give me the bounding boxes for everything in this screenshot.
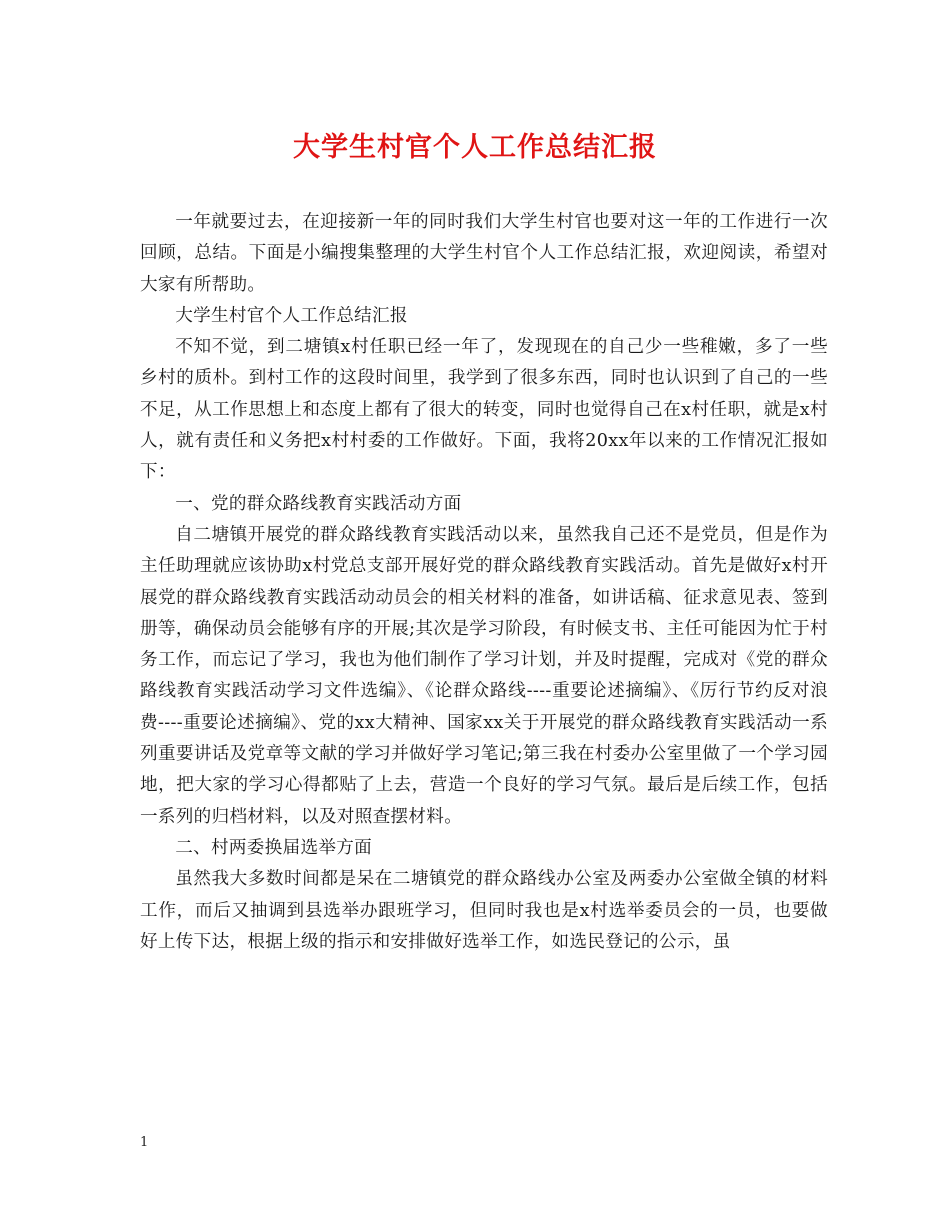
document-body	[140, 207, 828, 958]
section-heading-1: 一、党的群众路线教育实践活动方面	[175, 493, 462, 514]
paragraph-section-2: 虽然我大多数时间都是呆在二塘镇党的群众路线办公室及两委办公室做全镇的材料工作，而后又抽调到县选举办跟班学习，但同时我也是x村选举委员会的一员，也要做好上传下达，根据上级的指示和安排做好选举工作，如选民登记的公示，虽	[140, 869, 828, 952]
paragraph-subtitle: 大学生村官个人工作总结汇报	[175, 305, 408, 326]
page-number: 1	[140, 1135, 149, 1150]
paragraph-intro: 一年就要过去，在迎接新一年的同时我们大学生村官也要对这一年的工作进行一次回顾，总结。下面是小编搜集整理的大学生村官个人工作总结汇报，欢迎阅读，希望对大家有所帮助。	[140, 212, 828, 295]
document-title: 大学生村官个人工作总结汇报	[293, 132, 657, 163]
section-heading-2: 二、村两委换届选举方面	[175, 837, 373, 858]
paragraph-section-1: 自二塘镇开展党的群众路线教育实践活动以来，虽然我自己还不是党员，但是作为主任助理就应该协助x村党总支部开展好党的群众路线教育实践活动。首先是做好x村开展党的群众路线教育实践活动动员会的相关材料的准备，如讲话稿、征求意见表、签到册等，确保动员会能够有序的开展;其次是学习阶段，有时候支书、主任可能因为忙于村务工作，而忘记了学习，我也为他们制作了学习计划，并及时提醒，完成对《党的群众路线教育实践活动学习文件选编》、《论群众路线----重要论述摘编》、《厉行节约反对浪费----重要论述摘编》、党的xx大精神、国家xx关于开展党的群众路线教育实践活动一系列重要讲话及党章等文献的学习并做好学习笔记;第三我在村委办公室里做了一个学习园地，把大家的学习心得都贴了上去，营造一个良好的学习气氛。最后是后续工作，包括一系列的归档材料，以及对照查摆材料。	[140, 524, 828, 827]
paragraph-overview: 不知不觉，到二塘镇x村任职已经一年了，发现现在的自己少一些稚嫩，多了一些乡村的质朴。到村工作的这段时间里，我学到了很多东西，同时也认识到了自己的一些不足，从工作思想上和态度上都有了很大的转变，同时也觉得自己在x村任职，就是x村人，就有责任和义务把x村村委的工作做好。下面，我将20xx年以来的工作情况汇报如下：	[140, 337, 828, 483]
